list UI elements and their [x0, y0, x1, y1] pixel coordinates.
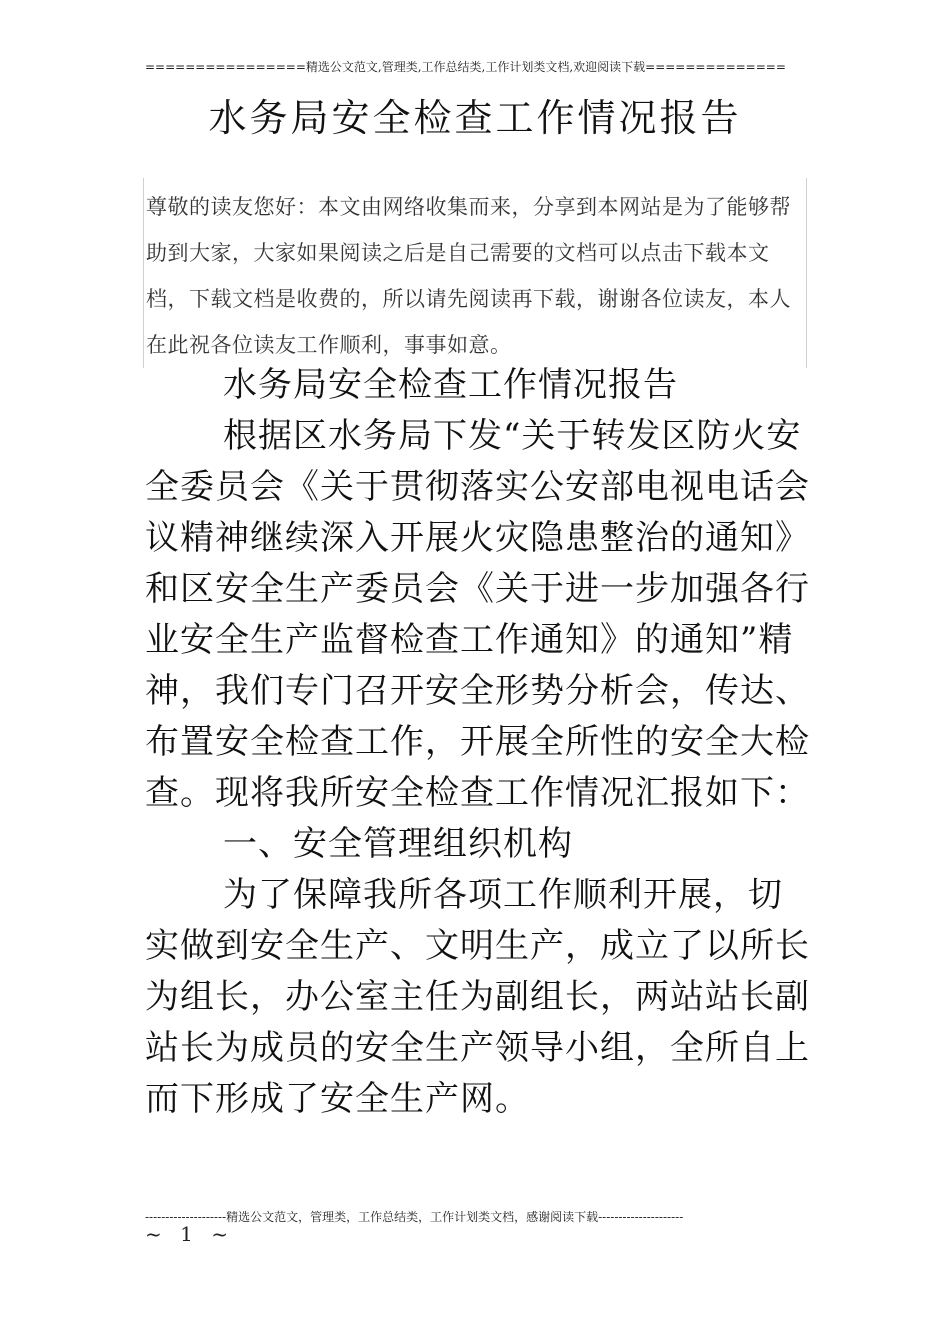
body-subtitle: 水务局安全检查工作情况报告 — [223, 365, 678, 405]
section-heading: 一、安全管理组织机构 — [223, 824, 573, 864]
reader-notice — [143, 178, 807, 368]
body-paragraph: 为了保障我所各项工作顺利开展，切实做到安全生产、文明生产，成立了以所长为组长，办公室主任为副组长，两站站长副站长为成员的安全生产领导小组，全所自上而下形成了安全生产网。 — [145, 875, 810, 1119]
body-paragraph: 根据区水务局下发“关于转发区防火安全委员会《关于贯彻落实公安部电视电话会议精神继续深入开展火灾隐患整治的通知》和区安全生产委员会《关于进一步加强各行业安全生产监督检查工作通知》的通知”精神，我们专门召开安全形势分析会，传达、布置安全检查工作，开展全所性的安全大检查。现将我所安全检查工作情况汇报如下： — [145, 416, 810, 813]
page-header: ================精选公文范文,管理类,工作总结类,工作计划类文档,欢迎阅读下载============== — [145, 60, 786, 74]
page-footer: --------------------精选公文范文，管理类，工作总结类，工作计划类文档，感谢阅读下载--------------------- — [145, 1210, 684, 1224]
document-title: 水务局安全检查工作情况报告 — [208, 96, 742, 140]
reader-notice-text: 尊敬的读友您好：本文由网络收集而来，分享到本网站是为了能够帮助到大家，大家如果阅读之后是自己需要的文档可以点击下载本文档，下载文档是收费的，所以请先阅读再下载，谢谢各位读友，本人在此祝各位读友工作顺利，事事如意。 — [146, 195, 791, 357]
document-body — [145, 360, 810, 1125]
page-number: ~ 1 ~ — [145, 1222, 234, 1246]
